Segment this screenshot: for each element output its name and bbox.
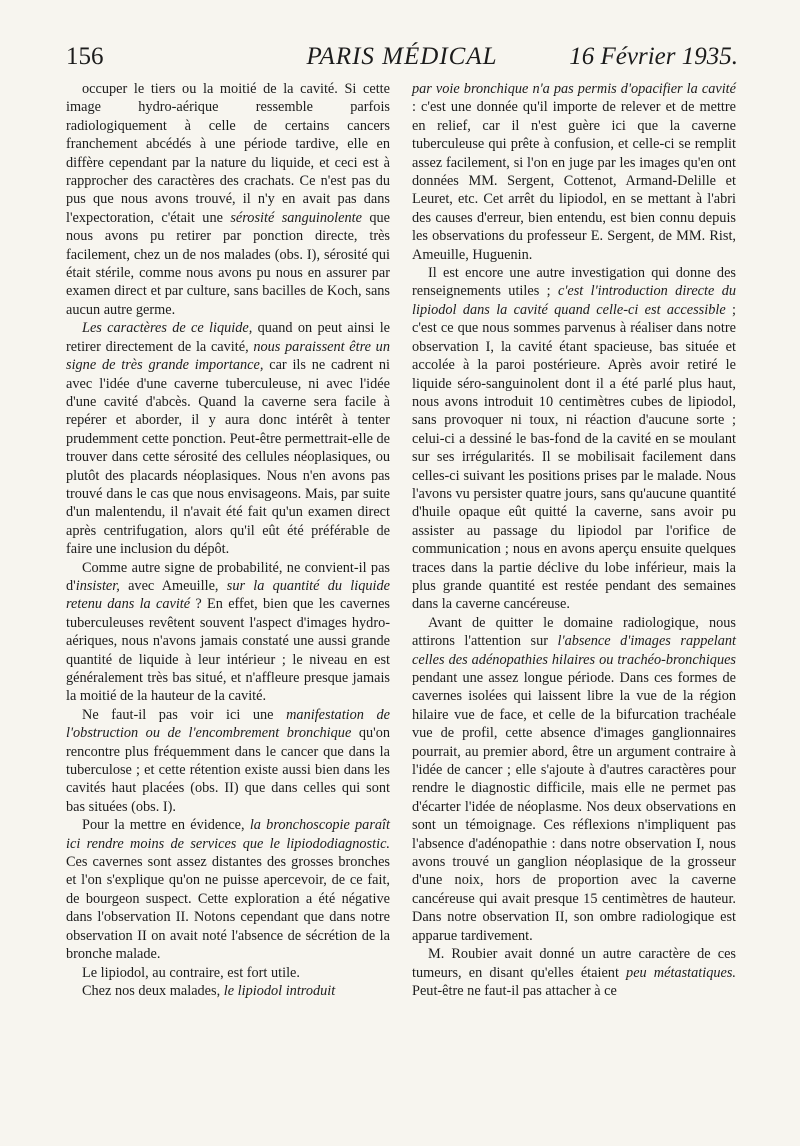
paragraph bbox=[412, 264, 736, 614]
text-run: Ces cavernes sont assez distantes des grosses bronches et l'on s'explique qu'on ne puisse apercevoir, de ce fait, de bourgeon suspect. Cette exploration a été négative dans l'observation II. Notons cependant que dans notre observation II on avait noté l'absence de sécrétion de la bronche malade. bbox=[66, 854, 390, 963]
text-run: Le lipiodol, au contraire, est fort utile. bbox=[82, 964, 300, 981]
italic-text: par voie bronchique n'a pas permis d'opacifier la cavité bbox=[412, 81, 736, 97]
text-run: qu'on rencontre plus fréquemment dans le cancer que dans la tuberculose ; et cette rétention existe aussi bien dans les cavités haut placées (obs. II) que dans celles qui sont bas situées (obs. I). bbox=[66, 725, 391, 815]
text-run: ? En effet, bien que les cavernes tuberculeuses revêtent souvent l'aspect d'images hydro-aériques, nous n'avons jamais constaté une aussi grande quantité de liquide à leur intérieur ; le niveau en est généralement très bas situé, et n'affleure presque jamais la moitié de la hauteur de la cavité. bbox=[66, 596, 390, 705]
text-run: quand on peut ainsi le retirer directement de la cavité, bbox=[66, 320, 391, 355]
left-column bbox=[66, 80, 390, 1000]
italic-text: c'est l'introduction directe du lipiodol dans la cavité quand celle-ci est accessible bbox=[412, 283, 736, 318]
text-run: M. Roubier avait donné un autre caractère de ces tumeurs, en disant qu'elles étaient bbox=[412, 946, 736, 981]
paragraph bbox=[412, 80, 736, 264]
paragraph bbox=[66, 706, 390, 816]
text-run: : c'est une donnée qu'il importe de relever et de mettre en relief, car il n'est guère ici que la caverne tuberculeuse qui prête à confusion, et celle-ci se remplit assez facilement, si l'on en juge par les images qu'en ont données MM. Sergent, Cottenot, Armand-Delille et Leuret, etc. Cet arrêt du lipiodol, en se mettant à l'abri des causes d'erreur, bien entendu, est bien connu depuis les observations du professeur E. Sergent, de MM. Rist, Ameuille, Huguenin. bbox=[412, 99, 736, 263]
italic-text: insister, bbox=[75, 577, 120, 594]
text-run: Comme autre signe de probabilité, ne convient-il pas d' bbox=[66, 559, 390, 594]
italic-text: manifestation de l'obstruction ou de l'encombrement bronchique bbox=[66, 706, 391, 742]
text-run: ; c'est ce que nous sommes parvenus à réaliser dans notre observation I, la cavité étant spacieuse, bas située et accolée à la paroi postérieure. Après avoir retiré le liquide séro-sanguinolent dont il a été parlé plus haut, nous avons introduit 10 centimètres cubes de lipiodol, sans provoquer ni toux, ni réaction d'aucune sorte ; celui-ci a dessiné le bas-fond de la cavité en se moulant sur ses irrégularités. Il se mobilisait facilement dans celles-ci suivant les positions prises par le malade. Nous l'avons vu persister quatre jours, sans qu'aucune quantité d'huile opaque eût quitté la caverne, sans avoir pu assister au passage du lipiodol par l'orifice de communication ; nous en avons aperçu ensuite quelques traces dans la partie déclive du lobe inférieur, mais la plus grande quantité est restée pendant des semaines dans la caverne cancéreuse. bbox=[412, 301, 736, 613]
italic-text: nous paraissent être un signe de très grande importance, bbox=[66, 338, 390, 374]
paragraph bbox=[412, 945, 736, 1000]
paragraph bbox=[66, 559, 390, 706]
issue-date: 16 Février 1935. bbox=[569, 43, 738, 70]
italic-text: le lipiodol introduit bbox=[223, 982, 336, 999]
paragraph bbox=[66, 80, 390, 319]
text-run: Il est encore une autre investigation qui donne des renseignements utiles ; bbox=[412, 265, 736, 300]
italic-text: la bronchoscopie paraît ici rendre moins de services que le lipiododiagnostic. bbox=[66, 817, 390, 852]
italic-text: l'absence d'images rappelant celles des adénopathies hilaires ou trachéo-bronchiques bbox=[412, 633, 737, 668]
text-run: que nous avons pu retirer par ponction directe, très facilement, chez un de nos malades (obs. I), sérosité qui était stérile, comme nous avons pu nous en assurer par examen direct et par culture, sans bacilles de Koch, sans aucun autre germe. bbox=[66, 209, 390, 318]
running-title: PARIS MÉDICAL bbox=[306, 43, 498, 70]
italic-text: Les caractères de ce liquide, bbox=[82, 320, 253, 337]
paragraph bbox=[66, 964, 390, 982]
text-run: Avant de quitter le domaine radiologique, nous attirons l'attention sur bbox=[412, 614, 736, 650]
text-run: Ne faut-il pas voir ici une bbox=[82, 706, 287, 723]
running-header bbox=[66, 40, 738, 74]
text-run: pendant une assez longue période. Dans ces formes de cavernes isolées qui laissent libre la vue de la région hilaire vue de face, et celle de la bifurcation trachéale vue de profil, cette absence d'images ganglionnaires pourrait, au premier abord, être un argument contraire à l'idée de cancer ; elle s'ajoute à d'autres caractères pour rendre le diagnostic difficile, mais elle ne permet pas d'écarter l'idée de néoplasme. Nos deux observations en sont un témoignage. Ces réflexions n'impliquent pas l'absence d'adénopathie : dans notre observation I, nous avons trouvé un ganglion néoplasique de la grosseur d'une noix, hors de proportion avec la caverne cancéreuse qui avait presque 15 centimètres de hauteur. Dans notre observation II, son ombre radiologique est apparue tardivement. bbox=[412, 670, 736, 944]
page-number: 156 bbox=[66, 43, 104, 70]
italic-text: sur la quantité du liquide retenu dans la cavité bbox=[66, 577, 390, 613]
text-run: occuper le tiers ou la moitié de la cavité. Si cette image hydro-aérique ressemble parfois radiologiquement à celle de certains cancers franchement abcédés à une période tardive, elle en diffère cependant par la nature du liquide, et ceci est à rapprocher des caractères des crachats. Ce n'est pas du pus que nous avons trouvé, il n'y en avait pas dans l'expectoration, c'était une bbox=[66, 81, 390, 226]
italic-text: sérosité sanguinolente bbox=[230, 209, 362, 226]
italic-text: peu métastatiques. bbox=[626, 964, 737, 981]
text-run: Pour la mettre en évidence, bbox=[82, 817, 250, 834]
paragraph bbox=[66, 319, 390, 558]
text-run: car ils ne cadrent ni avec l'idée d'une caverne tuberculeuse, ni avec l'idée d'une cavité d'abcès. Quand la caverne sera facile à repérer et aborder, il y aura donc intérêt à tenter prudemment cette ponction. Peut-être permettrait-elle de trouver dans cette sérosité des cellules néoplasiques, ou plutôt des placards néoplasiques. Nous n'en avons pas trouvé dans le cas que nous envisageons. Mais, par suite d'un malentendu, il n'avait été fait qu'un examen direct après centrifugation, alors qu'il eût été préférable de faire une inclusion du dépôt. bbox=[66, 357, 390, 558]
text-run: Peut-être ne faut-il pas attacher à ce bbox=[412, 982, 617, 999]
text-run: Chez nos deux malades, bbox=[82, 982, 224, 999]
right-column bbox=[412, 80, 736, 1000]
paragraph bbox=[66, 816, 390, 963]
paragraph bbox=[66, 982, 390, 1000]
paragraph bbox=[412, 614, 736, 945]
text-run: avec Ameuille, bbox=[119, 577, 227, 594]
